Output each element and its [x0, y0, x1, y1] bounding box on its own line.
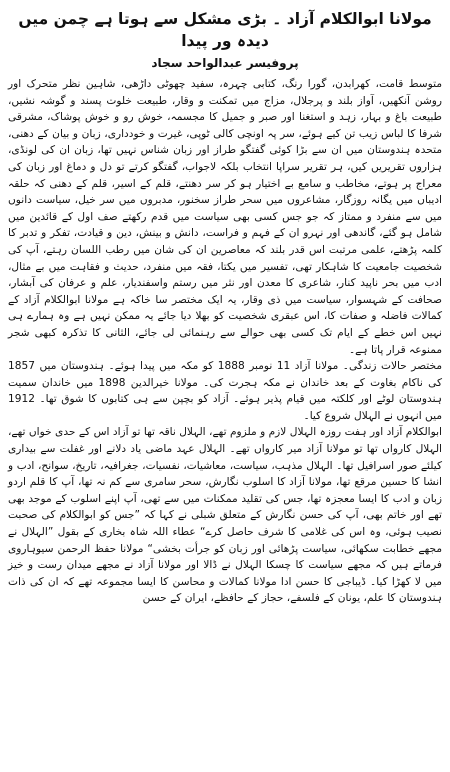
article-body: [8, 76, 442, 607]
article-title: مولانا ابوالکلام آزاد ۔ بڑی مشکل سے ہوتا ہے چمن میں دیدہ ور پیدا: [18, 10, 432, 50]
article-paragraph: مختصر حالات زندگی۔ مولانا آزاد 11 نومبر 1888 کو مکہ میں پیدا ہوئے۔ ہندوستان میں 1857 کی ناکام بغاوت کے بعد خاندان نے مکہ ہجرت کی۔ مولانا خیرالدین 1898 میں خاندان سمیت ہندوستان لوٹے اور کلکتہ میں قیام پذیر ہوئے۔ آزاد کو بچپن سے ہی کتابوں کا شوق تھا۔ 1912 میں انہوں نے الہلال شروع کیا۔: [8, 360, 442, 422]
article-paragraph: متوسط قامت، کھرابدن، گورا رنگ، کتابی چہرہ، سفید چھوٹی داڑھی، شاہین نظر متحرک اور روشن آنکھیں، آواز بلند و پرجلال، مزاج میں تمکنت و وقار، طبیعت خلوت پسند و گوشہ نشیں، طبیعت باغ و بہار، زہد و استغنا اور صبر و جمیل کا مجسمہ، خوش رو و خوش پوشاک، مشرقی شرفا کا لباس زیب تن کیے ہوئے، سر پہ اونچی کالی ٹوپی، غیرت و خودداری، زبان و بیان کے دھنی، متحدہ ہندوستان میں ان سے بڑا کوئی گفتگو طراز اور زبان شناس نہیں تھا، زبان ان کی لونڈی، ہزاروں تقریریں کیں، ہر تقریر سراپا انتخاب بلکہ لاجواب، گفتگو کرتے تو دل و دماغ اور زبان کی معراج پر ہوتے، مخاطب و سامع بے اختیار ہو کر سر دھنتے، قلم کے اسیر، قلم کے دھنی کہ حلقہ ادیباں میں یگانہ روزگار، مشاعروں میں سحر طراز سخنور، مدبروں میں سر خیل، سیاست دانوں میں سے منفرد و ممتاز کہ جو جس کسی بھی سیاست میں قدم رکھتے صف اول کے قائدین میں شامل ہو گئے، گاندھی اور نہرو ان کے فہم و فراست، دانش و بینش، دین و قیادت، تفکر و تدبر کا کلمہ پڑھتے، علمی مرتبت اس قدر بلند کہ معاصرین ان کی شان میں رطب اللسان رہتے، آپ کی شخصیت جامعیت کا شاہکار تھی، تفسیر میں یکتا، فقہ میں منفرد، حدیث و فقاہت میں بے مثال، ادب میں بحر ناپید کنار، شاعری کا معدن اور نثر میں رستم واسفندیار، علم و عرفان کی آبشار، صحافت کے شہسوار، سیاست میں ذی وقار، یہ ایک مختصر سا خاکہ ہے مولانا ابوالکلام آزاد کے کمالات فاضلہ و صفات کا، اس عبقری شخصیت کو بھلا دیا جائے یہ ممکن نہیں ہے وہ ہمارے ہی نہیں اس خطے کے ایام تک کسی بھی حوالے سے رہنمائی لی جائے، الثانی کا تذکرہ کبھی شجر ممنوعہ قرار پاتا ہے۔: [8, 78, 442, 356]
article-author: پروفیسر عبدالواحد سجاد: [151, 56, 299, 70]
article-paragraph: ابوالکلام آزاد اور ہفت روزہ الہلال لازم و ملزوم تھے، الہلال ناقہ تھا تو آزاد اس کے حدی خواں تھے، الہلال کارواں تھا تو مولانا آزاد میر کارواں تھے۔ الہلال عہد ماضی یاد دلانے اور غفلت سے بیداری کیلئے صور اسرافیل تھا۔ الہلال مذہب، سیاست، معاشیات، نفسیات، جغرافیہ، تاریخ، سوانح، ادب و انشا کا حسین مرقع تھا، مولانا آزاد کا اسلوب نگارش، سحر سامری سے کم نہ تھا، آپ کا قلم اردو زبان و ادب کا ایسا معجزہ تھا، جس کی تقلید ممکنات میں سے تھی، آپ اپنے اسلوب کے موجد بھی تھے اور خاتم بھی، آپ کی حسن نگارش کے متعلق شبلی نے کہا کہ ”جس کو ابوالکلام کی صحبت نصیب ہوئی، وہ اس کی غلامی کا شرف حاصل کرے“ عطاء اللہ شاہ بخاری کے بقول ”الہلال نے مجھے خطابت سکھائی، سیاست پڑھائی اور زبان کو جرأت بخشی“ مولانا حفظ الرحمن سیوہاروی فرماتے ہیں کہ مجھے سیاست کا چسکا الہلال نے ڈالا اور مولانا آزاد نے مجھے میدان رست و خیز میں لا کھڑا کیا۔ ڈیباجی کا حسن ادا مولانا کمالات و محاسن کا ایسا مجموعہ تھے کہ ان کی ذات ہندوستان کا علم، یونان کے فلسفے، حجاز کے حافظے، ایران کے حسن: [8, 426, 442, 605]
